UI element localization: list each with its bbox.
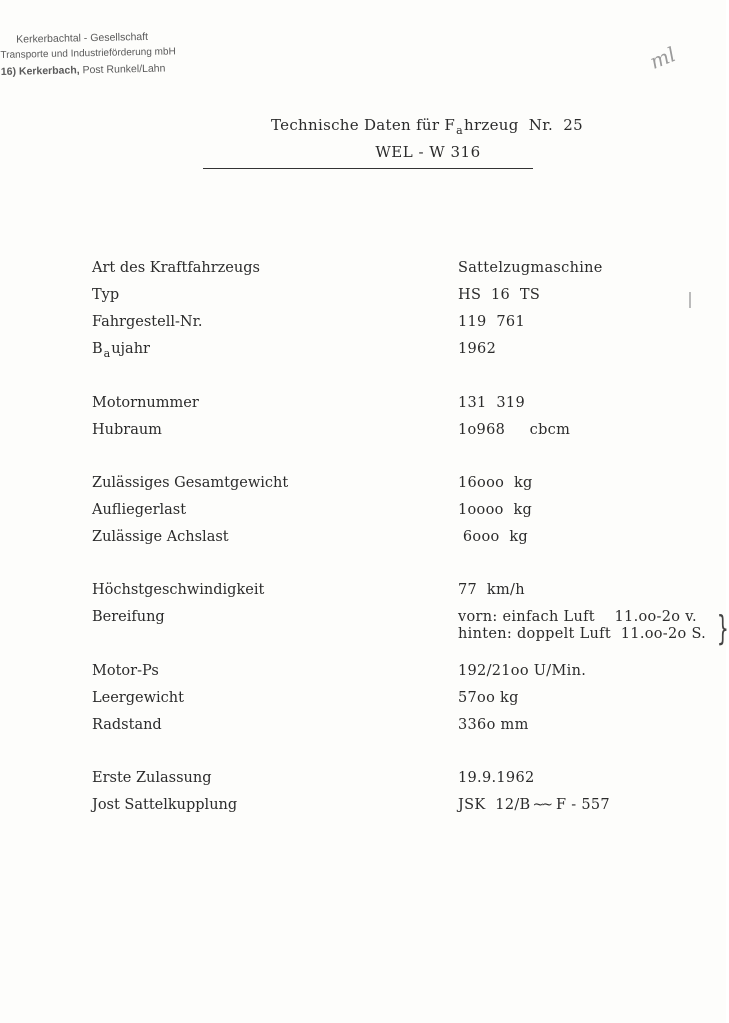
label-motornummer: Motornummer <box>92 395 199 411</box>
row-fahrgestell <box>0 312 726 332</box>
title-prefix: Technische Daten für F <box>271 116 456 134</box>
value-kupplung <box>458 795 610 815</box>
handwritten-initials: ml <box>646 42 679 74</box>
row-achslast <box>0 527 726 547</box>
value-zulassung: 19.9.1962 <box>458 770 535 786</box>
label-baujahr-prefix: B <box>92 341 103 357</box>
label-typ: Typ <box>92 287 120 303</box>
label-zulassung: Erste Zulassung <box>92 770 212 786</box>
stamp-line-3-bold: 16) Kerkerbach, <box>0 64 80 78</box>
value-kupplung-prefix: JSK 12/B <box>458 797 531 813</box>
label-aufliegerlast: Aufliegerlast <box>92 502 187 518</box>
value-geschwindigkeit: 77 km/h <box>458 582 525 598</box>
document-subtitle <box>0 143 726 161</box>
value-gesamtgewicht: 16ooo kg <box>458 475 533 491</box>
row-motornummer <box>0 393 726 413</box>
value-achslast: 6ooo kg <box>458 529 529 545</box>
label-baujahr-suffix: ujahr <box>111 341 150 357</box>
label-art: Art des Kraftfahrzeugs <box>92 260 260 276</box>
label-baujahr <box>92 339 150 360</box>
value-art: Sattelzugmaschine <box>458 260 603 276</box>
value-bereifung-front: vorn: einfach Luft 11.oo-2o v. <box>458 609 697 625</box>
value-radstand: 336o mm <box>458 717 529 733</box>
label-leergewicht: Leergewicht <box>92 690 184 706</box>
bracket-mark: } <box>716 609 729 649</box>
row-gesamtgewicht <box>0 473 726 493</box>
wavy-dash-mark: ~~ <box>532 797 550 813</box>
label-achslast: Zulässige Achslast <box>92 529 229 545</box>
label-radstand: Radstand <box>92 717 162 733</box>
label-gesamtgewicht: Zulässiges Gesamtgewicht <box>92 475 289 491</box>
row-kupplung <box>0 795 726 815</box>
value-motor-ps: 192/21oo U/Min. <box>458 663 587 679</box>
row-geschwindigkeit <box>0 580 726 600</box>
document-title <box>0 116 726 137</box>
label-bereifung: Bereifung <box>92 609 165 625</box>
label-fahrgestell: Fahrgestell-Nr. <box>92 314 203 330</box>
value-fahrgestell: 119 761 <box>458 314 525 330</box>
row-leergewicht <box>0 688 726 708</box>
row-hubraum <box>0 420 726 440</box>
row-art <box>0 258 726 278</box>
value-aufliegerlast: 1oooo kg <box>458 502 533 518</box>
title-underline <box>203 168 533 169</box>
label-kupplung: Jost Sattelkupplung <box>92 797 238 813</box>
stamp-line-3-rest: Post Runkel/Lahn <box>79 62 166 77</box>
value-motornummer: 131 319 <box>458 395 525 411</box>
row-bereifung-rear <box>0 624 726 644</box>
stamp-line-1: Kerkerbachtal - Gesellschaft <box>16 30 149 46</box>
label-motor-ps: Motor-Ps <box>92 663 159 679</box>
row-typ <box>0 285 726 305</box>
value-kupplung-suffix: F - 557 <box>555 797 610 813</box>
value-leergewicht: 57oo kg <box>458 690 519 706</box>
title-suffix: hrzeug Nr. 25 <box>464 116 583 134</box>
row-baujahr <box>0 339 726 359</box>
stamp-line-2: Transporte und Industrieförderung mbH <box>0 46 176 61</box>
vehicle-plate: WEL - W 316 <box>375 143 481 161</box>
value-baujahr: 1962 <box>458 341 497 357</box>
label-baujahr-sub: a <box>103 347 111 360</box>
title-subscript: a <box>456 124 463 137</box>
row-motor-ps <box>0 661 726 681</box>
company-stamp <box>0 28 176 80</box>
label-geschwindigkeit: Höchstgeschwindigkeit <box>92 582 265 598</box>
label-hubraum: Hubraum <box>92 422 162 438</box>
value-typ: HS 16 TS <box>458 287 541 303</box>
row-zulassung <box>0 768 726 788</box>
row-radstand <box>0 715 726 735</box>
value-bereifung-rear: hinten: doppelt Luft 11.oo-2o S. <box>458 626 707 642</box>
row-aufliegerlast <box>0 500 726 520</box>
value-hubraum: 1o968 cbcm <box>458 422 571 438</box>
stamp-line-3 <box>1 60 177 80</box>
margin-mark <box>689 292 691 308</box>
